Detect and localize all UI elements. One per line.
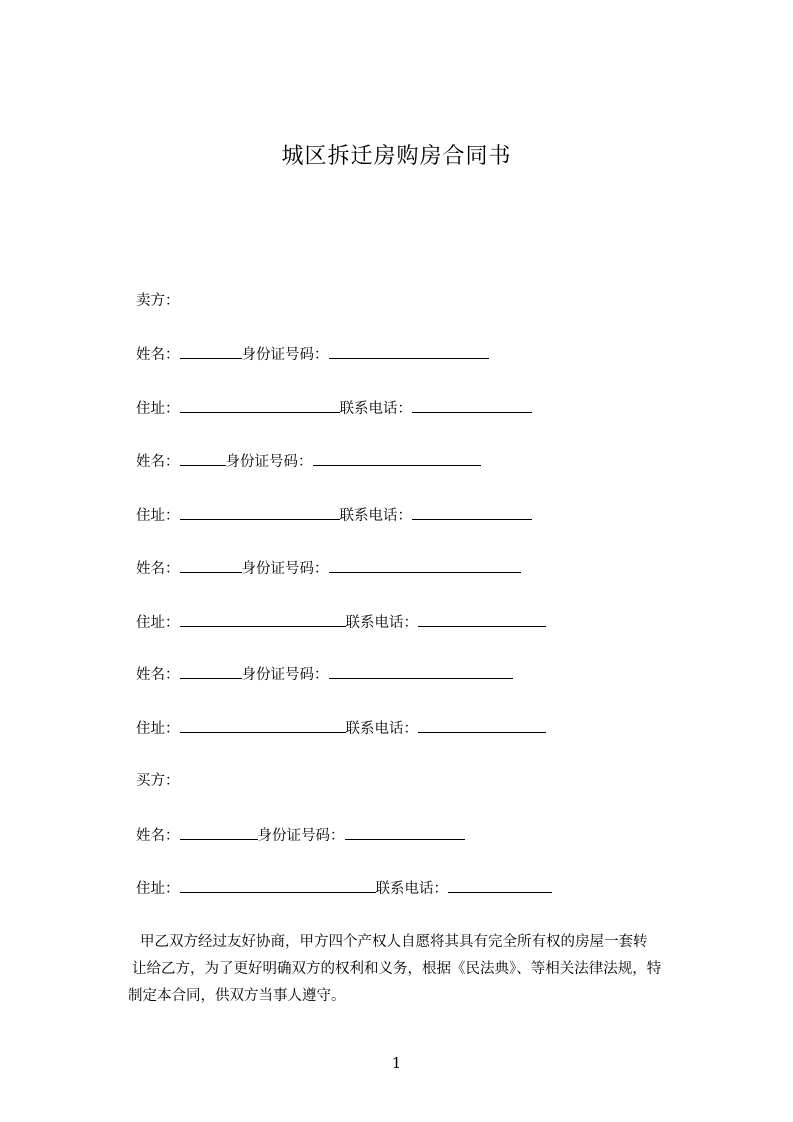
name-blank[interactable] <box>180 344 242 359</box>
id-label: 身份证号码： <box>225 454 313 470</box>
page-number: 1 <box>391 1054 402 1072</box>
name-blank[interactable] <box>180 558 242 573</box>
address-label: 住址： <box>136 508 180 524</box>
phone-label: 联系电话： <box>339 508 412 524</box>
address-label: 住址： <box>136 401 180 417</box>
phone-blank[interactable] <box>418 718 546 733</box>
seller-4-address-row <box>136 718 546 739</box>
page-title: 城区拆迁房购房合同书 <box>281 144 512 169</box>
seller-2-name-row <box>136 451 481 472</box>
name-label: 姓名： <box>136 347 180 363</box>
seller-heading: 卖方： <box>136 293 180 309</box>
id-label: 身份证号码： <box>257 828 345 844</box>
paragraph-line-3: 制定本合同，供双方当事人遵守。 <box>128 988 346 1004</box>
address-label: 住址： <box>136 615 180 631</box>
paragraph-line-1: 甲乙双方经过友好协商，甲方四个产权人自愿将其具有完全所有权的房屋一套转 <box>140 934 648 950</box>
seller-3-address-row <box>136 612 546 633</box>
phone-label: 联系电话： <box>339 401 412 417</box>
name-label: 姓名： <box>136 454 180 470</box>
paragraph-line-2: 让给乙方，为了更好明确双方的权利和义务，根据《民法典》、等相关法律法规，特 <box>132 961 662 977</box>
id-blank[interactable] <box>345 825 465 840</box>
buyer-address-row <box>136 878 552 899</box>
phone-blank[interactable] <box>412 505 532 520</box>
address-label: 住址： <box>136 881 180 897</box>
name-label: 姓名： <box>136 561 180 577</box>
address-label: 住址： <box>136 721 180 737</box>
name-blank[interactable] <box>180 825 258 840</box>
id-blank[interactable] <box>329 344 489 359</box>
phone-blank[interactable] <box>418 612 546 627</box>
seller-1-address-row <box>136 398 532 419</box>
phone-blank[interactable] <box>448 878 552 893</box>
id-blank[interactable] <box>313 451 481 466</box>
phone-label: 联系电话： <box>375 881 448 897</box>
id-blank[interactable] <box>329 664 513 679</box>
id-label: 身份证号码： <box>241 347 329 363</box>
id-label: 身份证号码： <box>241 667 329 683</box>
name-label: 姓名： <box>136 667 180 683</box>
phone-label: 联系电话： <box>345 721 418 737</box>
seller-2-address-row <box>136 505 532 526</box>
name-label: 姓名： <box>136 828 180 844</box>
id-blank[interactable] <box>329 558 521 573</box>
phone-label: 联系电话： <box>345 615 418 631</box>
seller-4-name-row <box>136 664 513 685</box>
id-label: 身份证号码： <box>241 561 329 577</box>
seller-3-name-row <box>136 558 521 579</box>
seller-1-name-row <box>136 344 489 365</box>
address-blank[interactable] <box>180 718 346 733</box>
buyer-heading: 买方： <box>136 773 180 789</box>
phone-blank[interactable] <box>412 398 532 413</box>
address-blank[interactable] <box>180 398 340 413</box>
address-blank[interactable] <box>180 505 340 520</box>
address-blank[interactable] <box>180 612 346 627</box>
body-paragraph <box>128 929 724 1010</box>
address-blank[interactable] <box>180 878 376 893</box>
buyer-name-row <box>136 825 465 846</box>
name-blank[interactable] <box>180 451 226 466</box>
name-blank[interactable] <box>180 664 242 679</box>
